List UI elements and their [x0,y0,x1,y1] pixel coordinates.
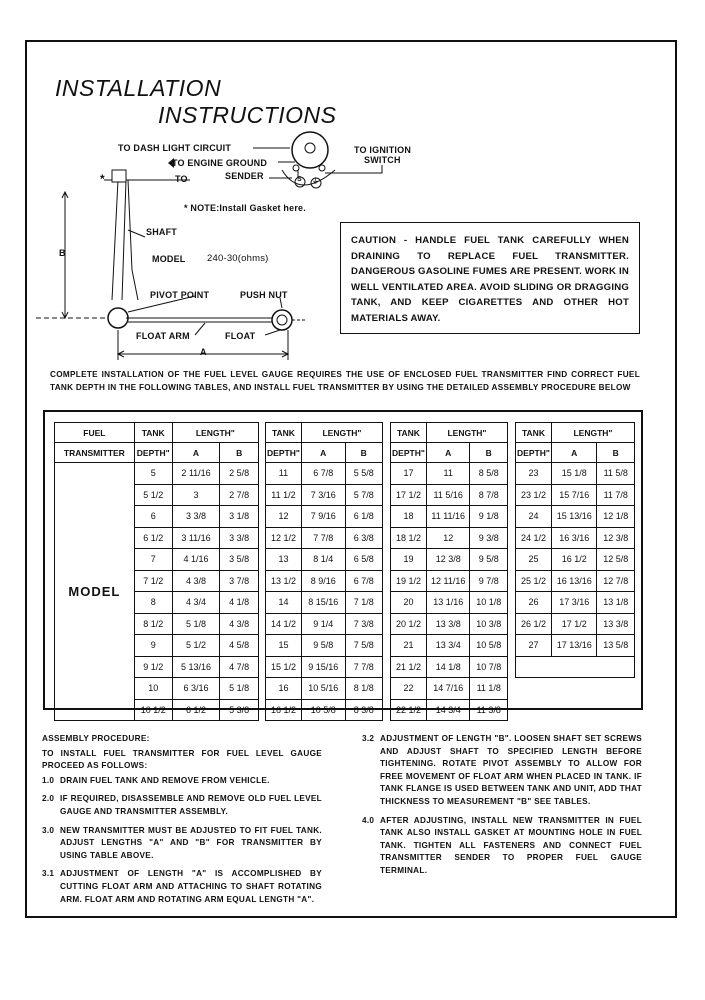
cell-length-b: 11 5/8 [597,463,635,485]
cell-length-b: 6 5/8 [345,549,383,571]
cell-length-a: 6 3/16 [172,678,220,700]
cell-length-a: 17 1/2 [551,613,597,635]
cell-length-b: 2 5/8 [220,463,259,485]
cell-length-b: 10 3/8 [470,613,508,635]
cell-length-a: 9 5/8 [301,635,345,657]
cell-length-a: 9 1/4 [301,613,345,635]
cell-length-b: 10 5/8 [470,635,508,657]
cell-length-b: 12 3/8 [597,527,635,549]
cell-depth: 12 1/2 [266,527,302,549]
cell-depth: 16 [266,678,302,700]
cell-depth: 13 [266,549,302,571]
cell-length-b: 6 7/8 [345,570,383,592]
cell-length-b: 2 7/8 [220,484,259,506]
tank-header: TANK [391,423,427,443]
col-a-header: A [301,443,345,463]
depth-header: DEPTH" [266,443,302,463]
cell-length-a: 14 1/8 [426,656,470,678]
label-ignition: TO IGNITION [354,145,412,155]
cell-length-a: 8 1/4 [301,549,345,571]
table-row [391,570,508,592]
depth-table-2 [265,422,383,721]
cell-length-a: 12 [426,527,470,549]
step-number: 4.0 [362,815,375,825]
cell-depth: 24 [516,506,552,528]
cell-length-a: 4 1/16 [172,549,220,571]
cell-depth: 17 [391,463,427,485]
cell-depth: 14 [266,592,302,614]
cell-depth: 23 1/2 [516,484,552,506]
cell-length-b: 4 1/8 [220,592,259,614]
assembly-step [42,868,322,906]
empty-cell [516,656,635,678]
cell-depth: 25 [516,549,552,571]
table-row [516,506,635,528]
table-row [516,484,635,506]
table-row [391,635,508,657]
col-a-header: A [426,443,470,463]
cell-depth: 21 [391,635,427,657]
cell-length-b: 7 7/8 [345,656,383,678]
step-number: 3.2 [362,734,375,743]
cell-length-b: 7 5/8 [345,635,383,657]
table-row [516,592,635,614]
label-shaft: SHAFT [146,227,177,237]
cell-length-a: 7 3/16 [301,484,345,506]
cell-length-b: 4 5/8 [220,635,259,657]
cell-length-a: 8 15/16 [301,592,345,614]
table-row [391,592,508,614]
cell-length-b: 5 7/8 [345,484,383,506]
depth-table-3 [390,422,508,721]
cell-length-a: 10 5/8 [301,699,345,721]
cell-depth: 5 [134,463,172,485]
cell-length-b: 5 3/8 [220,699,259,721]
cell-depth: 17 1/2 [391,484,427,506]
cell-depth: 7 1/2 [134,570,172,592]
cell-depth: 9 1/2 [134,656,172,678]
cell-depth: 13 1/2 [266,570,302,592]
cell-length-b: 5 5/8 [345,463,383,485]
cell-length-a: 14 3/4 [426,699,470,721]
step-text: IF REQUIRED, DISASSEMBLE AND REMOVE OLD FUEL LEVEL GAUGE AND TRANSMITTER ASSEMBLY. [60,794,322,816]
cell-length-a: 12 11/16 [426,570,470,592]
cell-depth: 11 1/2 [266,484,302,506]
cell-depth: 11 [266,463,302,485]
cell-length-a: 16 3/16 [551,527,597,549]
step-number: 3.0 [42,825,55,835]
step-text: ADJUSTMENT OF LENGTH "B". LOOSEN SHAFT SET SCREWS AND ADJUST SHAFT TO SPECIFIED LENGTH BEFORE TIGHTENING. ROTATE PIVOT ASSEMBLY TO ALLOW FOR FREE MOVEMENT OF FLOAT ARM WHEN PLACED IN TANK. IF TANK FLANGE IS USED BETWEEN TANK AND UNIT, ADD THAT THICKNESS TO MEASUREMENT "B" SEE TABLES. [380,734,642,806]
cell-depth: 15 [266,635,302,657]
cell-length-b: 9 3/8 [470,527,508,549]
table-row [516,570,635,592]
cell-length-a: 10 5/16 [301,678,345,700]
cell-length-b: 10 1/8 [470,592,508,614]
cell-depth: 19 [391,549,427,571]
cell-length-b: 5 1/8 [220,678,259,700]
step-number: 1.0 [42,775,55,785]
cell-length-b: 11 1/8 [470,678,508,700]
depth-header: DEPTH" [391,443,427,463]
table-row [516,549,635,571]
table-row [391,463,508,485]
label-pivot-point: PIVOT POINT [150,290,210,300]
cell-length-b: 13 3/8 [597,613,635,635]
assembly-step [42,825,322,863]
cell-length-a: 8 9/16 [301,570,345,592]
cell-length-b: 4 3/8 [220,613,259,635]
cell-depth: 10 [134,678,172,700]
cell-depth: 7 [134,549,172,571]
dimension-b-label: B [59,248,66,258]
cell-length-a: 9 15/16 [301,656,345,678]
cell-length-b: 11 3/8 [470,699,508,721]
col-b-header: B [597,443,635,463]
label-switch: SWITCH [364,155,401,165]
col-b-header: B [470,443,508,463]
assembly-left-column [42,733,322,912]
cell-depth: 15 1/2 [266,656,302,678]
step-text: DRAIN FUEL TANK AND REMOVE FROM VEHICLE. [60,775,270,785]
cell-length-a: 17 13/16 [551,635,597,657]
cell-length-a: 17 3/16 [551,592,597,614]
caution-box: CAUTION - HANDLE FUEL TANK CAREFULLY WHEN DRAINING TO REPLACE FUEL TRANSMITTER. DANGEROUS GASOLINE FUMES ARE PRESENT. WORK IN WELL VENTILATED AREA. AVOID SLIDING OR DRAGGING TANK, AND KEEP CIGARETTES AND OTHER HOT MATERIALS AWAY. [340,222,640,334]
cell-length-b: 8 7/8 [470,484,508,506]
cell-depth: 22 [391,678,427,700]
table-row [391,484,508,506]
cell-length-a: 16 1/2 [551,549,597,571]
cell-length-b: 8 1/8 [345,678,383,700]
cell-length-b: 10 7/8 [470,656,508,678]
cell-length-a: 13 3/8 [426,613,470,635]
cell-length-b: 7 1/8 [345,592,383,614]
table-row [266,506,383,528]
label-model: MODEL [152,254,186,264]
cell-length-a: 13 3/4 [426,635,470,657]
cell-length-a: 16 13/16 [551,570,597,592]
table-row [391,656,508,678]
table-row [266,635,383,657]
cell-depth: 6 1/2 [134,527,172,549]
transmitter-header: TRANSMITTER [55,443,135,463]
length-header: LENGTH" [172,423,258,443]
length-header: LENGTH" [301,423,382,443]
cell-length-a: 6 7/8 [301,463,345,485]
cell-depth: 26 1/2 [516,613,552,635]
cell-length-a: 13 1/16 [426,592,470,614]
cell-length-a: 2 11/16 [172,463,220,485]
table-row [266,570,383,592]
label-float-arm: FLOAT ARM [136,331,190,341]
step-text: AFTER ADJUSTING, INSTALL NEW TRANSMITTER IN FUEL TANK ALSO INSTALL GASKET AT MOUNTING HOLE IN FUEL TANK. TIGHTEN ALL FASTENERS AND CONNECT FUEL TRANSMITTER SENDER TO PROPER FUEL GAUGE TERMINAL. [380,815,642,875]
cell-length-a: 7 9/16 [301,506,345,528]
assembly-step [362,815,642,878]
cell-depth: 6 [134,506,172,528]
table-row [516,613,635,635]
depth-table-1 [54,422,259,721]
cell-depth: 14 1/2 [266,613,302,635]
cell-depth: 10 1/2 [134,699,172,721]
table-row [266,613,383,635]
cell-depth: 20 1/2 [391,613,427,635]
cell-length-b: 3 7/8 [220,570,259,592]
cell-length-a: 3 3/8 [172,506,220,528]
cell-length-b: 12 1/8 [597,506,635,528]
tank-header: TANK [266,423,302,443]
length-header: LENGTH" [426,423,507,443]
table-row [266,678,383,700]
assembly-step [362,733,642,809]
table-row [266,549,383,571]
cell-length-a: 4 3/4 [172,592,220,614]
assembly-right-column [362,733,642,884]
assembly-lead: TO INSTALL FUEL TRANSMITTER FOR FUEL LEVEL GAUGE PROCEED AS FOLLOWS: [42,748,322,771]
cell-depth: 18 1/2 [391,527,427,549]
col-a-header: A [172,443,220,463]
cell-depth: 24 1/2 [516,527,552,549]
cell-depth: 20 [391,592,427,614]
tank-header: TANK [516,423,552,443]
table-row [266,527,383,549]
col-b-header: B [345,443,383,463]
title-line-1: INSTALLATION [55,75,222,101]
table-row [516,635,635,657]
cell-length-b: 9 7/8 [470,570,508,592]
cell-length-b: 3 3/8 [220,527,259,549]
assembly-step [42,793,322,818]
assembly-heading: ASSEMBLY PROCEDURE: [42,734,150,743]
label-push-nut: PUSH NUT [240,290,288,300]
cell-length-b: 12 7/8 [597,570,635,592]
table-row [391,527,508,549]
label-dash-light: TO DASH LIGHT CIRCUIT [118,143,232,153]
cell-depth: 16 1/2 [266,699,302,721]
table-row [516,527,635,549]
table-row [391,699,508,721]
cell-length-a: 15 7/16 [551,484,597,506]
cell-length-a: 6 1/2 [172,699,220,721]
depth-tables [43,410,643,715]
label-to: TO [175,174,188,184]
step-text: NEW TRANSMITTER MUST BE ADJUSTED TO FIT FUEL TANK. ADJUST LENGTHS "A" AND "B" FOR TRANSMITTER BY USING TABLE ABOVE. [60,825,322,860]
cell-length-b: 13 5/8 [597,635,635,657]
cell-length-b: 13 1/8 [597,592,635,614]
cell-length-b: 11 7/8 [597,484,635,506]
cell-length-a: 5 13/16 [172,656,220,678]
cell-depth: 9 [134,635,172,657]
label-float: FLOAT [225,331,256,341]
depth-header: DEPTH" [134,443,172,463]
cell-depth: 19 1/2 [391,570,427,592]
cell-depth: 5 1/2 [134,484,172,506]
cell-depth: 8 [134,592,172,614]
cell-length-a: 14 7/16 [426,678,470,700]
cell-depth: 26 [516,592,552,614]
table-row [266,592,383,614]
table-row [266,656,383,678]
step-number: 3.1 [42,869,55,879]
cell-length-b: 7 3/8 [345,613,383,635]
cell-length-a: 12 3/8 [426,549,470,571]
asterisk-mark: * [100,172,105,186]
table-row [391,678,508,700]
fuel-header: FUEL [55,423,135,443]
table-row [391,506,508,528]
terminal-s: S [297,176,302,183]
cell-length-a: 4 3/8 [172,570,220,592]
col-b-header: B [220,443,259,463]
cell-length-a: 3 11/16 [172,527,220,549]
step-number: 2.0 [42,794,55,804]
table-row [391,549,508,571]
cell-length-a: 3 [172,484,220,506]
cell-length-b: 3 5/8 [220,549,259,571]
label-sender: SENDER [225,171,264,181]
cell-length-a: 15 1/8 [551,463,597,485]
table-row [266,463,383,485]
depth-header: DEPTH" [516,443,552,463]
gasket-note: * NOTE:Install Gasket here. [184,203,306,213]
cell-length-a: 7 7/8 [301,527,345,549]
length-header: LENGTH" [551,423,634,443]
cell-depth: 27 [516,635,552,657]
cell-length-a: 5 1/8 [172,613,220,635]
col-a-header: A [551,443,597,463]
cell-length-b: 6 1/8 [345,506,383,528]
cell-length-b: 9 1/8 [470,506,508,528]
terminal-ground-icon: ⏚ [312,178,320,185]
intro-paragraph: COMPLETE INSTALLATION OF THE FUEL LEVEL GAUGE REQUIRES THE USE OF ENCLOSED FUEL TRANSMITTER FIND CORRECT FUEL TANK DEPTH IN THE FOLLOWING TABLES, AND INSTALL FUEL TRANSMITTER BY USING THE DETAILED ASSEMBLY PROCEDURE BELOW [50,370,640,392]
cell-length-b: 3 1/8 [220,506,259,528]
model-cell: MODEL [55,463,135,721]
cell-depth: 21 1/2 [391,656,427,678]
cell-depth: 12 [266,506,302,528]
cell-length-a: 15 13/16 [551,506,597,528]
cell-depth: 25 1/2 [516,570,552,592]
tank-header: TANK [134,423,172,443]
cell-depth: 22 1/2 [391,699,427,721]
table-row [266,484,383,506]
cell-length-a: 11 5/16 [426,484,470,506]
table-row [516,463,635,485]
cell-depth: 18 [391,506,427,528]
label-engine-ground: TO ENGINE GROUND [172,158,268,168]
table-row [266,699,383,721]
cell-length-a: 5 1/2 [172,635,220,657]
cell-length-b: 12 5/8 [597,549,635,571]
cell-depth: 23 [516,463,552,485]
table-row [391,613,508,635]
table-row [55,463,259,485]
cell-depth: 8 1/2 [134,613,172,635]
cell-length-b: 6 3/8 [345,527,383,549]
depth-table-4 [515,422,635,678]
cell-length-b: 4 7/8 [220,656,259,678]
cell-length-a: 11 11/16 [426,506,470,528]
cell-length-a: 11 [426,463,470,485]
model-value: 240-30(ohms) [207,253,269,264]
cell-length-b: 8 3/8 [345,699,383,721]
dimension-a-label: A [200,347,207,357]
title-line-2: INSTRUCTIONS [158,102,337,128]
cell-length-b: 9 5/8 [470,549,508,571]
assembly-step [42,775,322,788]
step-text: ADJUSTMENT OF LENGTH "A" IS ACCOMPLISHED BY CUTTING FLOAT ARM AND ATTACHING TO SHAFT ROTATING ARM. FLOAT ARM AND ROTATING ARM EQUAL LENGTH "A". [60,869,322,904]
cell-length-b: 8 5/8 [470,463,508,485]
